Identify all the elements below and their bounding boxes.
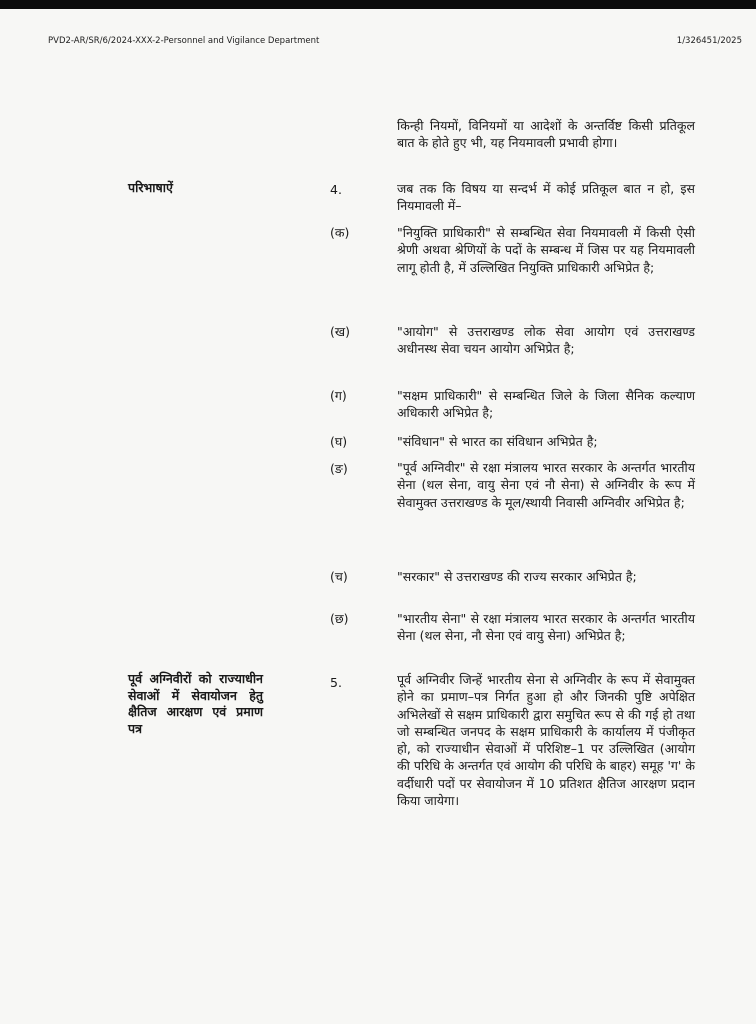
intro-paragraph: किन्ही नियमों, विनियमों या आदेशों के अन्तर्विष्ट किसी प्रतिकूल बात के होते हुए भी, यह नियमावली प्रभावी होगा। (397, 118, 695, 151)
rule-5-number: 5. (330, 675, 342, 690)
clause-label: (छ) (330, 611, 349, 626)
clause-text: "संविधान" से भारत का संविधान अभिप्रेत है; (397, 434, 598, 449)
clause-text: "सरकार" से उत्तराखण्ड की राज्य सरकार अभिप्रेत है; (397, 569, 637, 584)
clause-label: (घ) (330, 434, 348, 449)
rule-4-text: जब तक कि विषय या सन्दर्भ में कोई प्रतिकूल बात न हो, इस नियमावली में– (397, 181, 695, 214)
clause-label: (ङ) (330, 461, 348, 476)
clause-label: (ख) (330, 324, 350, 339)
clause-text: "पूर्व अग्निवीर" से रक्षा मंत्रालय भारत सरकार के अन्तर्गत भारतीय सेना (थल सेना, वायु सेना एवं नौ सेना) से अग्निवीर के रूप में सेवामुक्त उत्तराखण्ड के मूल/स्थायी निवासी अग्निवीर अभिप्रेत है; (397, 460, 695, 510)
clause-text: "भारतीय सेना" से रक्षा मंत्रालय भारत सरकार के अन्तर्गत भारतीय सेना (थल सेना, नौ सेना एवं वायु सेना) अभिप्रेत है; (397, 611, 695, 644)
rule-5-margin-heading: पूर्व अग्निवीरों को राज्याधीन सेवाओं में सेवायोजन हेतु क्षैतिज आरक्षण एवं प्रमाण पत्र (128, 671, 263, 736)
rule-4-margin-heading: परिभाषाऐं (128, 180, 173, 195)
file-number: 1/326451/2025 (676, 36, 742, 46)
clause-text: "आयोग" से उत्तराखण्ड लोक सेवा आयोग एवं उत्तराखण्ड अधीनस्थ सेवा चयन आयोग अभिप्रेत है; (397, 324, 695, 357)
rule-5-text: पूर्व अग्निवीर जिन्हें भारतीय सेना से अग्निवीर के रूप में सेवामुक्त होने का प्रमाण–पत्र निर्गत हुआ हो और जिनकी पुष्टि अपेक्षित अभिलेखों से सक्षम प्राधिकारी द्वारा समुचित रूप से की गई हो तथा जो सम्बन्धित जनपद के सक्षम प्राधिकारी के कार्यालय में पंजीकृत हो, को राज्याधीन सेवाओं में परिशिष्ट–1 पर उल्लिखित (आयोग की परिधि के अन्तर्गत एवं आयोग की परिधि के बाहर) समूह 'ग' के वर्दीधारी पदों पर सेवायोजन में 10 प्रतिशत क्षैतिज आरक्षण प्रदान किया जायेगा। (397, 672, 695, 809)
clause-label: (ग) (330, 388, 347, 403)
top-border (0, 0, 756, 9)
document-reference: PVD2-AR/SR/6/2024-XXX-2-Personnel and Vigilance Department (48, 36, 320, 46)
rule-4-number: 4. (330, 182, 342, 197)
clause-label: (च) (330, 569, 348, 584)
clause-text: "सक्षम प्राधिकारी" से सम्बन्धित जिले के जिला सैनिक कल्याण अधिकारी अभिप्रेत है; (397, 388, 695, 421)
clause-label: (क) (330, 225, 350, 240)
clause-text: "नियुक्ति प्राधिकारी" से सम्बन्धित सेवा नियमावली में किसी ऐसी श्रेणी अथवा श्रेणियों के पदों के सम्बन्ध में जिस पर यह नियमावली लागू होती है, में उल्लिखित नियुक्ति प्राधिकारी अभिप्रेत है; (397, 225, 695, 275)
